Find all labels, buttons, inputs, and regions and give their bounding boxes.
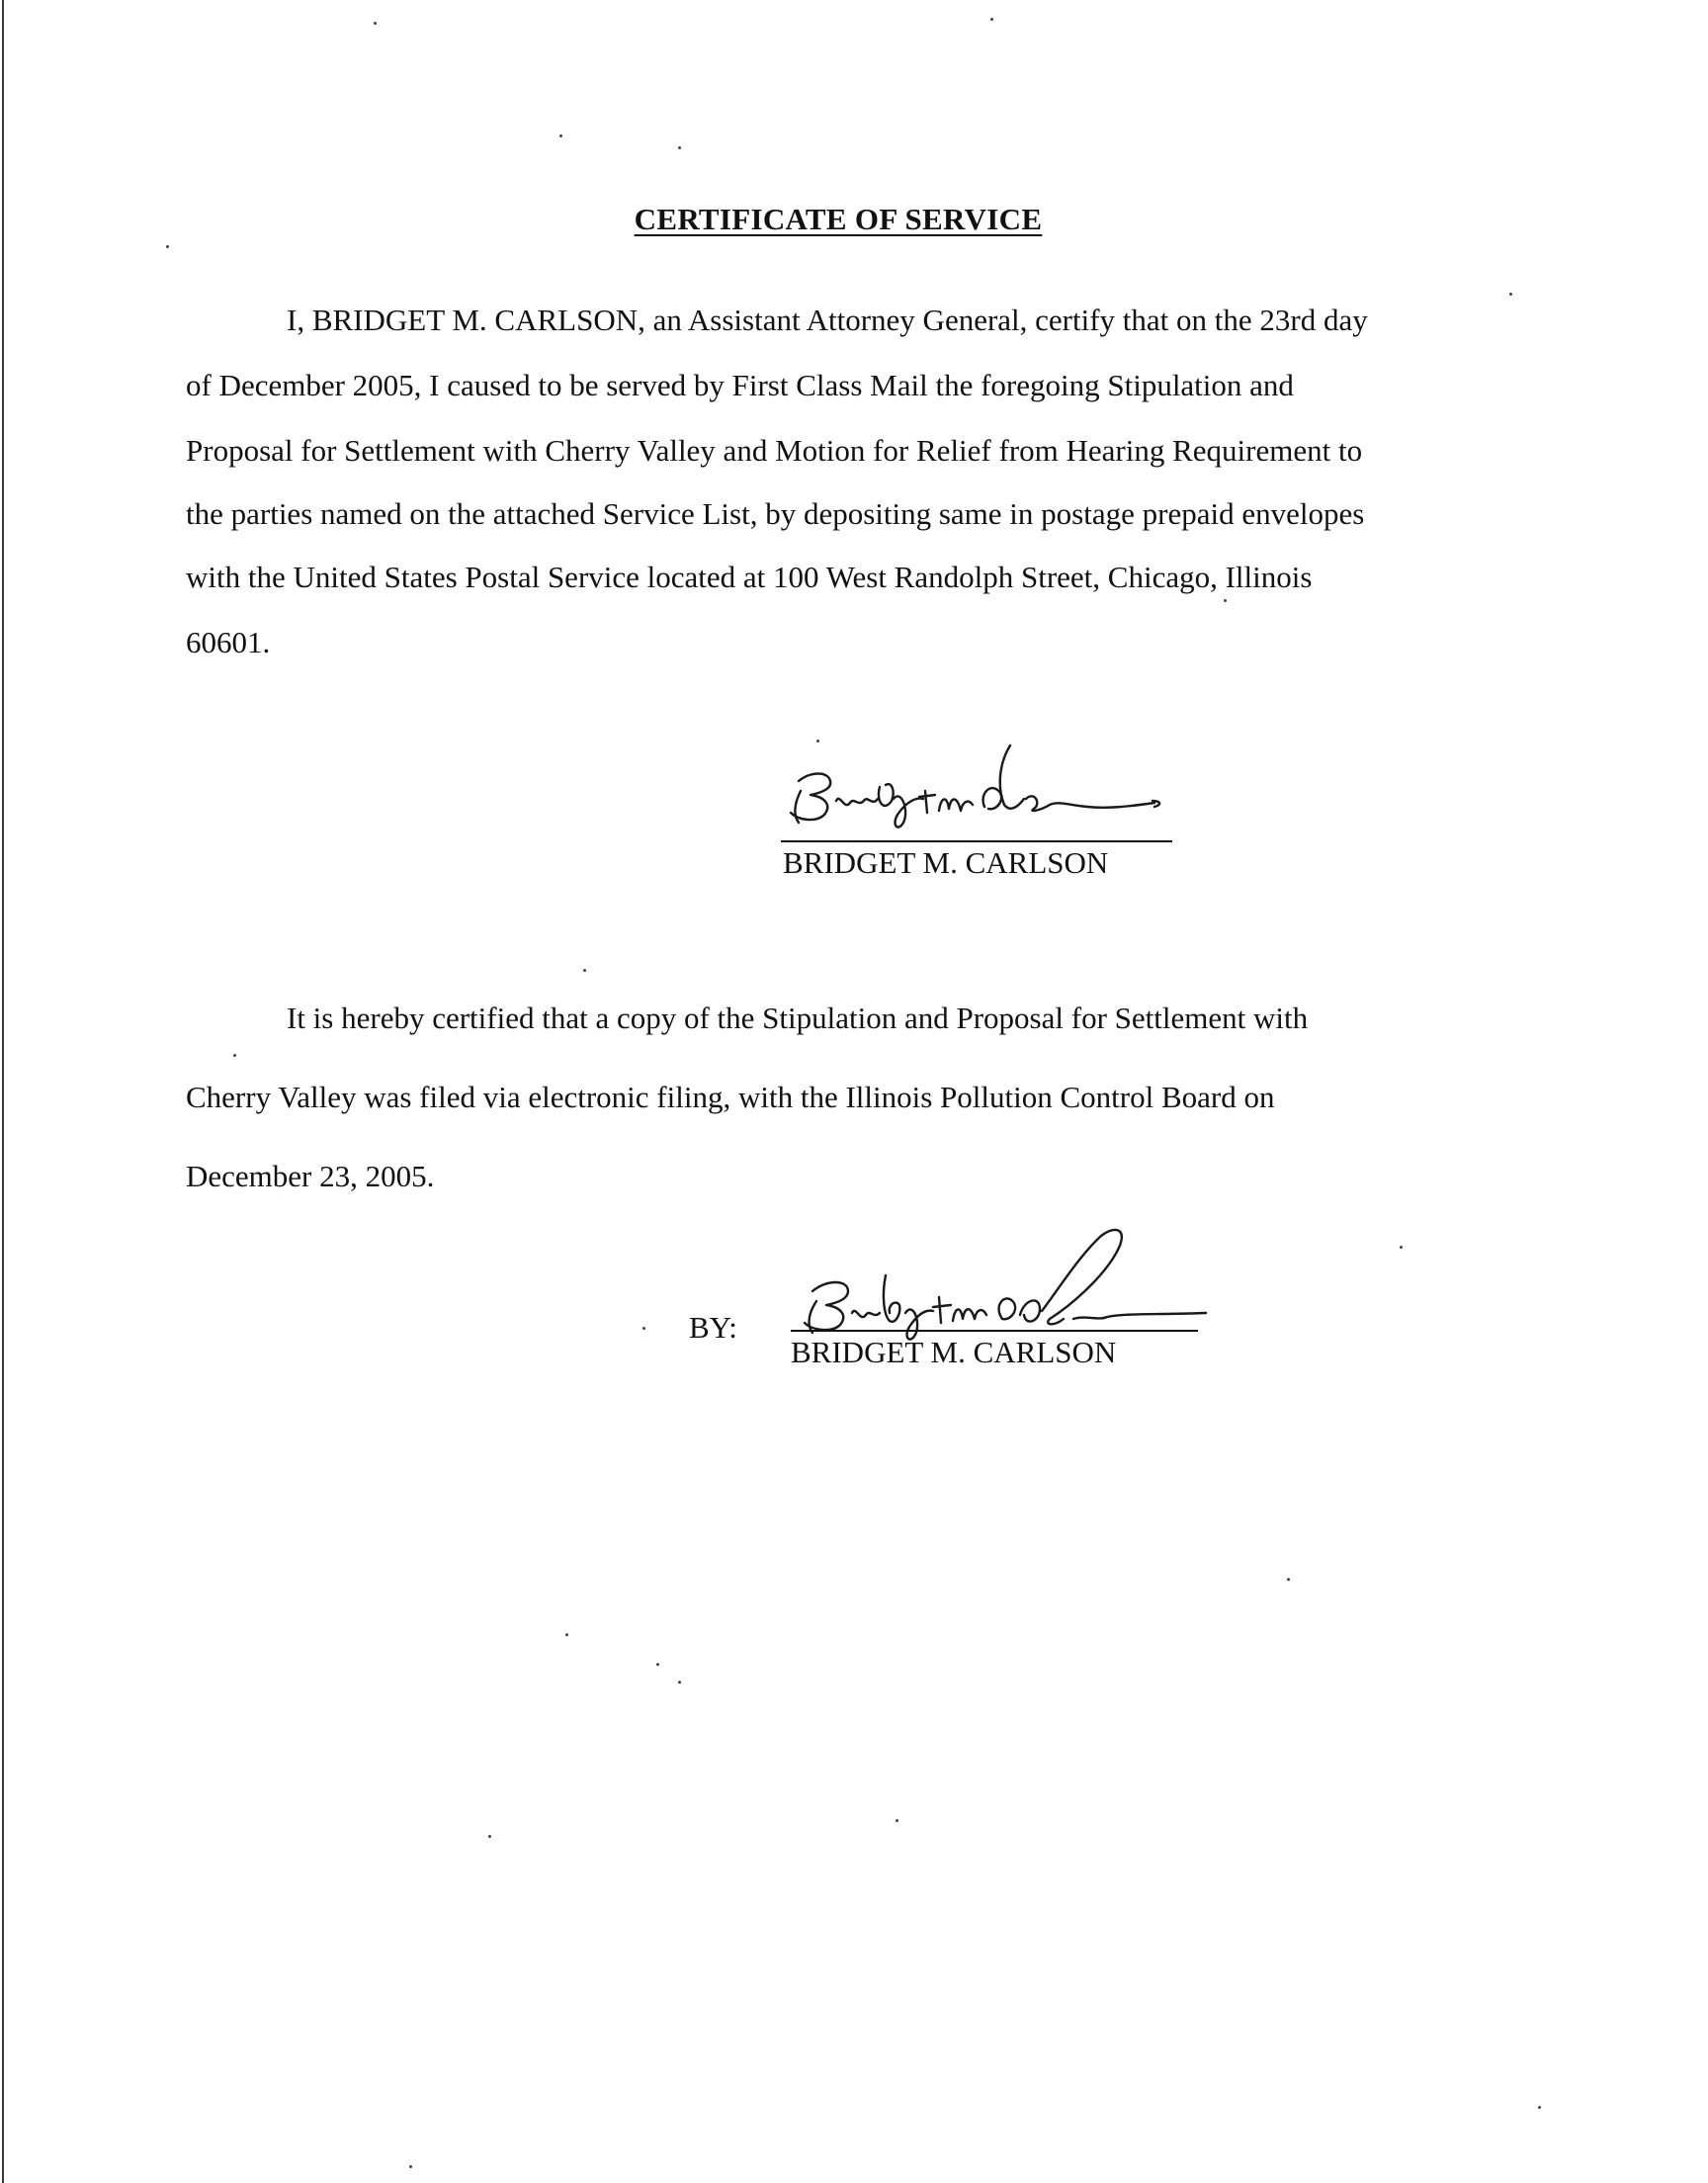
scan-speck — [374, 22, 377, 25]
scan-speck — [896, 1819, 898, 1822]
paragraph1-line: with the United States Postal Service located at 100 West Randolph Street, Chicago, Illinois — [186, 560, 1313, 594]
scan-speck — [583, 969, 586, 972]
handwritten-signature-2 — [791, 1216, 1216, 1354]
paragraph2-line: December 23, 2005. — [186, 1159, 435, 1193]
scan-speck — [642, 1327, 645, 1330]
scan-speck — [233, 1054, 236, 1057]
signatory-name-1: BRIDGET M. CARLSON — [783, 845, 1109, 880]
paragraph2-line: Cherry Valley was filed via electronic filing, with the Illinois Pollution Control Board on — [186, 1080, 1275, 1114]
scan-speck — [565, 1633, 568, 1636]
scan-speck — [1538, 2106, 1541, 2109]
scan-speck — [816, 740, 819, 742]
scan-speck — [1287, 1578, 1290, 1581]
paragraph1-line: 60601. — [186, 625, 271, 659]
paragraph1-line: I, BRIDGET M. CARLSON, an Assistant Attorney General, certify that on the 23rd day — [287, 303, 1368, 337]
scan-speck — [656, 1663, 659, 1666]
scan-speck — [166, 245, 169, 248]
scan-speck — [990, 18, 993, 21]
scan-left-edge — [2, 0, 4, 2183]
paragraph1-line: of December 2005, I caused to be served by First Class Mail the foregoing Stipulation and — [186, 368, 1294, 402]
scan-speck — [1400, 1246, 1403, 1249]
scan-speck — [678, 1681, 681, 1684]
paragraph2-line: It is hereby certified that a copy of the Stipulation and Proposal for Settlement with — [287, 1001, 1309, 1035]
scan-speck — [1224, 599, 1227, 602]
page-title: CERTIFICATE OF SERVICE — [634, 202, 1043, 236]
signature-line-1 — [781, 840, 1172, 842]
handwritten-signature-1 — [781, 742, 1176, 850]
by-label: BY: — [689, 1310, 737, 1345]
scan-speck — [409, 2165, 412, 2168]
scan-speck — [488, 1835, 491, 1838]
scan-speck — [559, 134, 562, 137]
paragraph1-line: the parties named on the attached Service List, by depositing same in postage prepaid envelopes — [186, 496, 1365, 531]
scan-speck — [678, 146, 681, 149]
scan-speck — [1509, 293, 1512, 296]
paragraph1-line: Proposal for Settlement with Cherry Valley and Motion for Relief from Hearing Requirement to — [186, 433, 1363, 468]
signature-line-2 — [791, 1330, 1198, 1332]
signatory-name-2: BRIDGET M. CARLSON — [791, 1335, 1117, 1369]
